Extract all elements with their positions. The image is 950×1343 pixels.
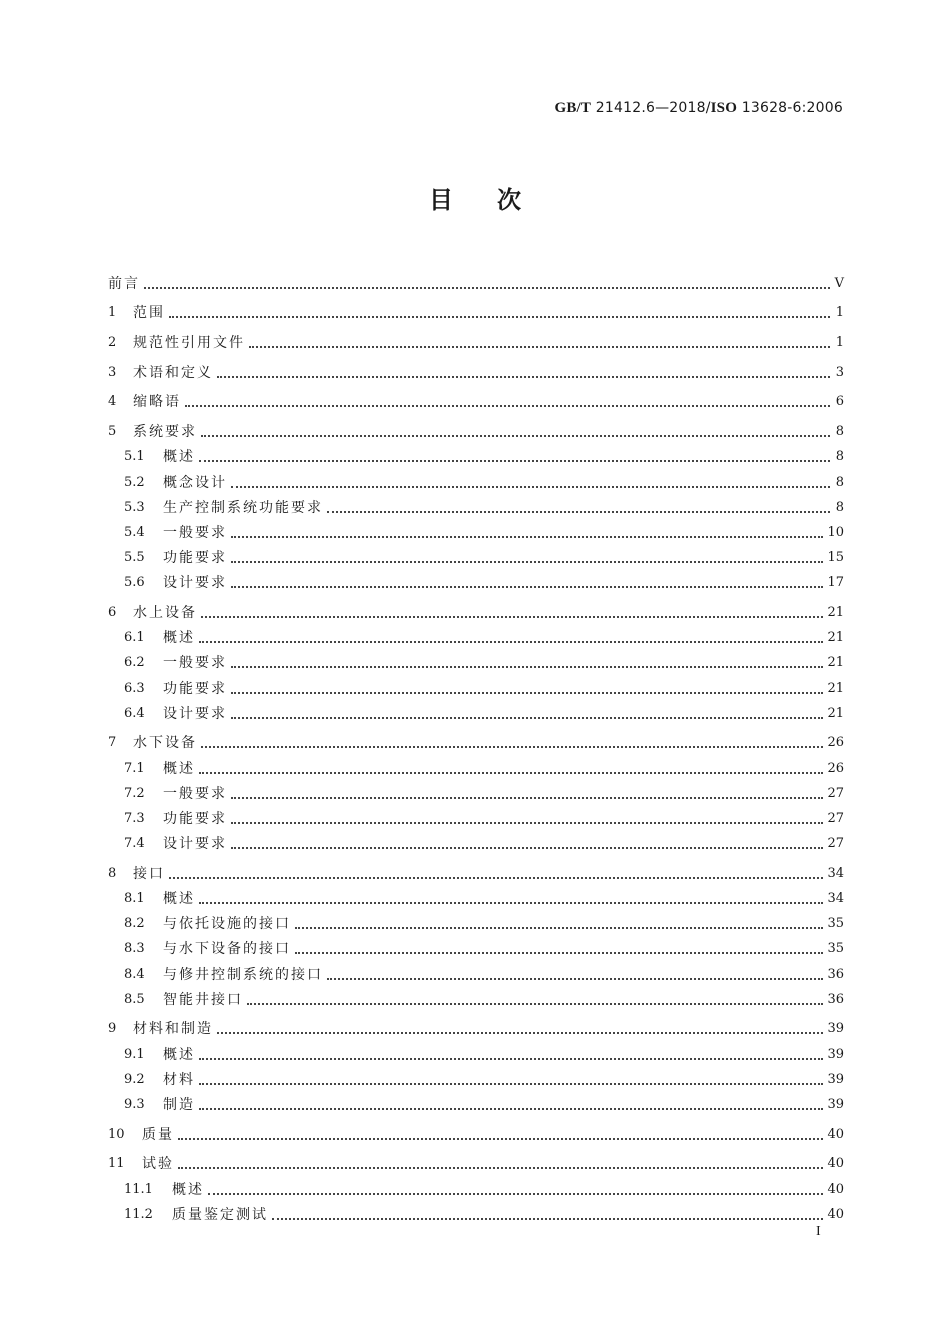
toc-entry-number: 8.1 xyxy=(124,891,145,906)
toc-leader-dots xyxy=(178,1138,823,1140)
toc-entry-label: 概述 xyxy=(163,630,195,647)
toc-entry-number: 8.2 xyxy=(124,916,145,932)
toc-leader-dots xyxy=(199,1083,823,1085)
toc-leader-dots xyxy=(231,666,823,668)
toc-entry[interactable] xyxy=(108,1114,844,1144)
toc-entry-number: 8.3 xyxy=(124,941,145,957)
toc-entry-label: 水上设备 xyxy=(133,604,197,621)
toc-entry-number: 5.2 xyxy=(124,474,145,490)
toc-leader-dots xyxy=(249,346,830,348)
toc-entry-label: 概述 xyxy=(163,891,195,907)
standard-code-iso: ISO xyxy=(710,100,738,116)
toc-entry-number: 11.2 xyxy=(124,1206,153,1222)
toc-entry-page: 36 xyxy=(827,966,844,982)
toc-leader-dots xyxy=(144,287,830,289)
toc-entry-page: 21 xyxy=(827,680,844,696)
toc-entry-number: 8.4 xyxy=(124,966,145,982)
toc-entry-page: 27 xyxy=(827,785,844,801)
toc-entry-label: 功能要求 xyxy=(163,550,227,567)
toc-entry[interactable] xyxy=(108,647,844,672)
toc-entry-number: 11.1 xyxy=(124,1181,153,1197)
toc-entry-number: 9.3 xyxy=(124,1097,145,1112)
toc-entry-label: 规范性引用文件 xyxy=(133,335,245,352)
toc-leader-dots xyxy=(199,772,823,774)
toc-entry-label: 概述 xyxy=(172,1181,204,1198)
toc-entry-page: 8 xyxy=(835,474,844,490)
toc-entry[interactable] xyxy=(108,322,844,352)
toc-entry[interactable] xyxy=(108,803,844,828)
toc-leader-dots xyxy=(199,460,830,462)
toc-entry-number: 5.6 xyxy=(124,575,145,591)
standard-number xyxy=(554,100,843,117)
toc-entry-number: 7.2 xyxy=(124,785,145,801)
toc-entry-number: 9.1 xyxy=(124,1046,145,1062)
toc-entry-page: 35 xyxy=(827,941,844,957)
toc-entry-label: 与水下设备的接口 xyxy=(163,941,291,958)
toc-entry[interactable] xyxy=(108,698,844,723)
toc-entry-page: 6 xyxy=(835,394,844,410)
toc-entry[interactable] xyxy=(108,1038,844,1063)
toc-entry-label: 智能井接口 xyxy=(163,991,243,1008)
toc-entry-number: 9.2 xyxy=(124,1071,145,1087)
toc-entry-page: 39 xyxy=(827,1071,844,1087)
toc-entry-number: 9 xyxy=(108,1021,117,1037)
toc-entry-page: 21 xyxy=(827,705,844,721)
toc-leader-dots xyxy=(169,316,830,318)
toc-entry-page: 3 xyxy=(835,364,844,380)
toc-entry[interactable] xyxy=(108,492,844,517)
toc-entry-page: 21 xyxy=(827,630,844,646)
toc-entry[interactable] xyxy=(108,382,844,412)
toc-entry-page: 39 xyxy=(827,1046,844,1062)
toc-entry[interactable] xyxy=(108,883,844,908)
toc-entry[interactable] xyxy=(108,263,844,293)
toc-entry[interactable] xyxy=(108,592,844,622)
standard-code-number: 21412.6—2018/ xyxy=(591,100,711,116)
toc-entry-label: 生产控制系统功能要求 xyxy=(163,499,323,516)
toc-entry-label: 功能要求 xyxy=(163,810,227,827)
toc-entry-label: 缩略语 xyxy=(133,394,181,411)
table-of-contents xyxy=(108,263,844,1224)
toc-leader-dots xyxy=(201,435,830,437)
toc-entry-label: 设计要求 xyxy=(163,705,227,722)
toc-entry-number: 7.4 xyxy=(124,836,145,852)
toc-entry-page: 39 xyxy=(827,1021,844,1037)
toc-leader-dots xyxy=(327,511,830,513)
toc-entry[interactable] xyxy=(108,1089,844,1114)
toc-entry-label: 设计要求 xyxy=(163,836,227,853)
toc-entry-number: 6.4 xyxy=(124,705,145,721)
toc-entry-number: 5.3 xyxy=(124,499,145,515)
toc-entry-page: 34 xyxy=(827,891,844,906)
toc-entry-label: 制造 xyxy=(163,1097,195,1113)
toc-entry[interactable] xyxy=(108,853,844,883)
toc-entry-label: 功能要求 xyxy=(163,680,227,697)
toc-entry-label: 水下设备 xyxy=(133,735,197,752)
toc-entry-number: 8.5 xyxy=(124,991,145,1007)
toc-entry-page: 8 xyxy=(835,424,844,440)
toc-leader-dots xyxy=(178,1167,823,1169)
toc-entry-number: 5 xyxy=(108,424,117,440)
toc-entry[interactable] xyxy=(108,723,844,753)
toc-entry-page: 27 xyxy=(827,836,844,852)
toc-entry-number: 11 xyxy=(108,1156,125,1172)
toc-entry-number: 10 xyxy=(108,1126,125,1142)
toc-entry[interactable] xyxy=(108,466,844,491)
toc-entry-page: 8 xyxy=(835,499,844,515)
toc-entry-label: 术语和定义 xyxy=(133,364,213,381)
toc-leader-dots xyxy=(199,641,823,643)
toc-entry-page: 26 xyxy=(827,760,844,776)
toc-entry[interactable] xyxy=(108,411,844,441)
toc-leader-dots xyxy=(231,797,823,799)
toc-entry-number: 7.1 xyxy=(124,760,145,776)
toc-entry[interactable] xyxy=(108,672,844,697)
toc-leader-dots xyxy=(231,561,823,563)
toc-entry-label: 与修井控制系统的接口 xyxy=(163,966,323,983)
toc-entry-page: 40 xyxy=(827,1181,844,1197)
toc-entry-page: 40 xyxy=(827,1126,844,1142)
toc-leader-dots xyxy=(185,405,830,407)
standard-code-gbt: GB/T xyxy=(554,100,592,116)
toc-entry-label: 概述 xyxy=(163,1046,195,1063)
toc-entry-number: 6.2 xyxy=(124,655,145,671)
toc-entry[interactable] xyxy=(108,828,844,853)
toc-entry[interactable] xyxy=(108,1009,844,1039)
toc-entry[interactable] xyxy=(108,567,844,592)
toc-entry-label: 一般要求 xyxy=(163,785,227,802)
toc-leader-dots xyxy=(231,586,823,588)
toc-entry-page: 8 xyxy=(835,449,844,465)
toc-entry-number: 7.3 xyxy=(124,810,145,826)
toc-entry[interactable] xyxy=(108,908,844,933)
toc-entry-label: 试验 xyxy=(142,1156,174,1173)
toc-entry-number: 7 xyxy=(108,735,117,751)
toc-entry-page: 17 xyxy=(827,575,844,591)
toc-entry-page: 10 xyxy=(827,524,844,540)
page-number: I xyxy=(816,1224,821,1239)
toc-leader-dots xyxy=(231,847,823,849)
toc-entry-number: 5.1 xyxy=(124,449,145,465)
toc-entry-label: 接口 xyxy=(133,865,165,882)
toc-entry-number: 3 xyxy=(108,364,117,380)
toc-entry-page: 15 xyxy=(827,550,844,566)
toc-entry-label: 质量 xyxy=(142,1126,174,1143)
toc-leader-dots xyxy=(295,927,823,929)
toc-leader-dots xyxy=(231,822,823,824)
toc-entry-page: 1 xyxy=(835,305,844,321)
toc-entry-label: 质量鉴定测试 xyxy=(172,1206,268,1223)
toc-entry[interactable] xyxy=(108,1199,844,1224)
toc-entry-page: 21 xyxy=(827,604,844,620)
toc-entry-page: 39 xyxy=(827,1097,844,1112)
toc-entry-label: 一般要求 xyxy=(163,655,227,672)
toc-entry[interactable] xyxy=(108,778,844,803)
toc-entry-label: 一般要求 xyxy=(163,524,227,541)
toc-entry-page: 40 xyxy=(827,1206,844,1222)
toc-entry-number: 6 xyxy=(108,604,117,620)
toc-entry-page: 1 xyxy=(835,335,844,351)
toc-leader-dots xyxy=(201,746,823,748)
toc-leader-dots xyxy=(208,1193,823,1195)
toc-leader-dots xyxy=(231,717,823,719)
page-title: 目次 xyxy=(429,186,565,214)
toc-entry-page: 27 xyxy=(827,810,844,826)
toc-leader-dots xyxy=(199,902,823,904)
toc-entry-page: Ⅴ xyxy=(834,275,844,291)
toc-entry-label: 前言 xyxy=(108,275,140,292)
toc-entry[interactable] xyxy=(108,622,844,647)
toc-entry[interactable] xyxy=(108,752,844,777)
toc-entry[interactable] xyxy=(108,1173,844,1198)
toc-entry-label: 系统要求 xyxy=(133,424,197,441)
toc-leader-dots xyxy=(327,978,823,980)
toc-entry-number: 8 xyxy=(108,865,117,881)
toc-leader-dots xyxy=(201,616,823,618)
toc-entry[interactable] xyxy=(108,933,844,958)
toc-leader-dots xyxy=(272,1218,823,1220)
standard-code-iso-number: 13628-6:2006 xyxy=(737,100,843,116)
toc-entry[interactable] xyxy=(108,958,844,983)
toc-entry-number: 5.4 xyxy=(124,524,145,540)
toc-entry[interactable] xyxy=(108,352,844,382)
toc-entry-number: 4 xyxy=(108,394,117,410)
toc-entry-page: 21 xyxy=(827,655,844,671)
toc-entry[interactable] xyxy=(108,517,844,542)
toc-entry[interactable] xyxy=(108,1064,844,1089)
toc-leader-dots xyxy=(199,1058,823,1060)
toc-leader-dots xyxy=(295,952,823,954)
toc-entry-label: 概述 xyxy=(163,760,195,777)
toc-leader-dots xyxy=(231,486,830,488)
toc-entry-label: 与依托设施的接口 xyxy=(163,916,291,933)
toc-entry-number: 6.3 xyxy=(124,680,145,696)
toc-entry[interactable] xyxy=(108,984,844,1009)
toc-entry[interactable] xyxy=(108,293,844,323)
toc-entry[interactable] xyxy=(108,441,844,466)
toc-entry-label: 概述 xyxy=(163,449,195,466)
toc-leader-dots xyxy=(199,1108,823,1110)
toc-entry-number: 2 xyxy=(108,335,117,351)
toc-entry-page: 26 xyxy=(827,735,844,751)
toc-entry-page: 35 xyxy=(827,916,844,932)
toc-leader-dots xyxy=(231,692,823,694)
toc-leader-dots xyxy=(247,1003,823,1005)
toc-leader-dots xyxy=(217,1032,823,1034)
toc-entry-page: 36 xyxy=(827,991,844,1007)
toc-entry-label: 概念设计 xyxy=(163,474,227,491)
toc-entry-number: 5.5 xyxy=(124,550,145,566)
toc-entry-page: 40 xyxy=(827,1156,844,1172)
toc-entry-page: 34 xyxy=(827,865,844,881)
toc-leader-dots xyxy=(169,877,823,879)
toc-entry-number: 1 xyxy=(108,305,117,321)
toc-entry-number: 6.1 xyxy=(124,630,145,646)
toc-entry-label: 设计要求 xyxy=(163,575,227,592)
toc-leader-dots xyxy=(231,536,823,538)
toc-entry[interactable] xyxy=(108,542,844,567)
toc-entry-label: 材料和制造 xyxy=(133,1021,213,1038)
toc-entry[interactable] xyxy=(108,1144,844,1174)
toc-entry-label: 范围 xyxy=(133,305,165,322)
toc-entry-label: 材料 xyxy=(163,1071,195,1088)
toc-leader-dots xyxy=(217,376,830,378)
